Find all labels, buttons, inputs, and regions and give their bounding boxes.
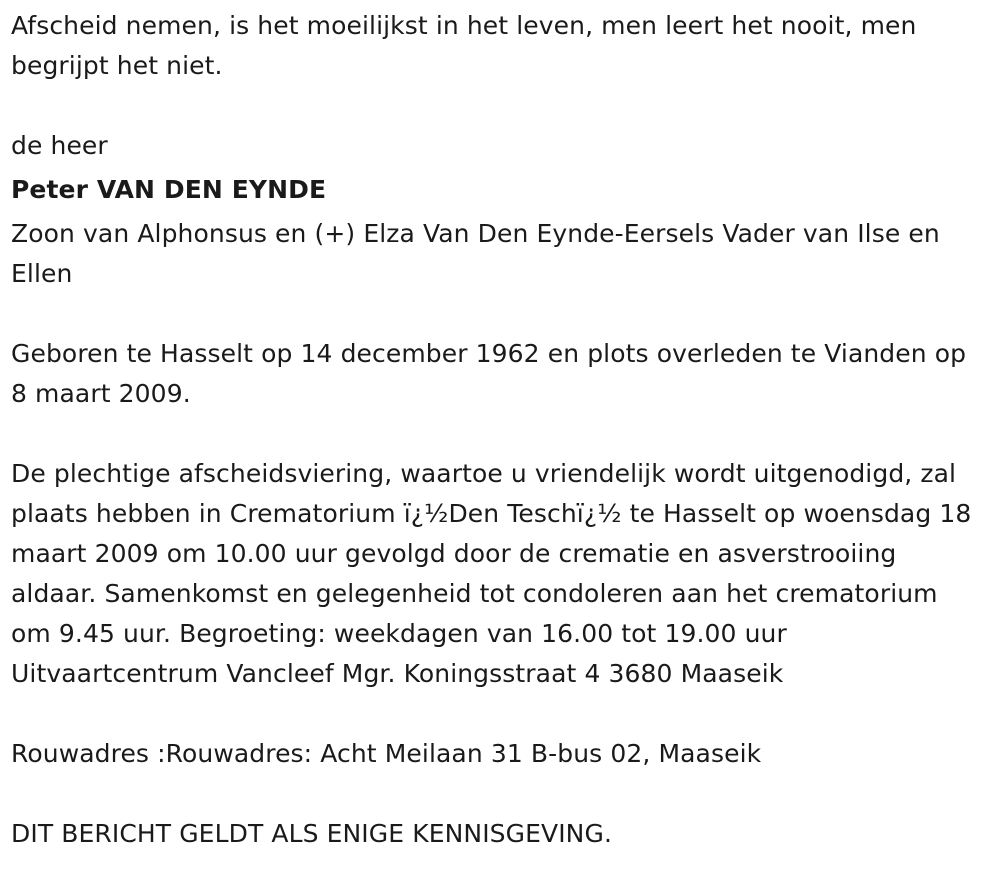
spacer bbox=[11, 294, 982, 334]
spacer bbox=[11, 694, 982, 734]
family-relations: Zoon van Alphonsus en (+) Elza Van Den Eynde-Eersels Vader van Ilse en Ellen bbox=[11, 219, 940, 288]
salutation: de heer bbox=[11, 131, 108, 160]
ceremony-details: De plechtige afscheidsviering, waartoe u vriendelijk wordt uitgenodigd, zal plaats hebben in Crematorium ï¿½Den Teschï¿½ te Hasselt op woensdag 18 maart 2009 om 10.00 uur gevolgd door de crematie en asverstrooiing aldaar. Samenkomst en gelegenheid tot condoleren aan het crematorium om 9.45 uur. Begroeting: weekdagen van 16.00 tot 19.00 uur Uitvaartcentrum Vancleef Mgr. Koningsstraat 4 3680 Maaseik bbox=[11, 459, 972, 688]
birth-death-details: Geboren te Hasselt op 14 december 1962 en plots overleden te Vianden op 8 maart 2009. bbox=[11, 339, 967, 408]
deceased-name: Peter VAN DEN EYNDE bbox=[11, 175, 327, 204]
opening-quote: Afscheid nemen, is het moeilijkst in het leven, men leert het nooit, men begrijpt het niet. bbox=[11, 11, 917, 80]
spacer bbox=[11, 774, 982, 814]
spacer bbox=[11, 414, 982, 454]
mourning-address: Rouwadres :Rouwadres: Acht Meilaan 31 B-bus 02, Maaseik bbox=[11, 739, 762, 768]
closing-statement: DIT BERICHT GELDT ALS ENIGE KENNISGEVING. bbox=[11, 819, 612, 848]
spacer bbox=[11, 86, 982, 126]
